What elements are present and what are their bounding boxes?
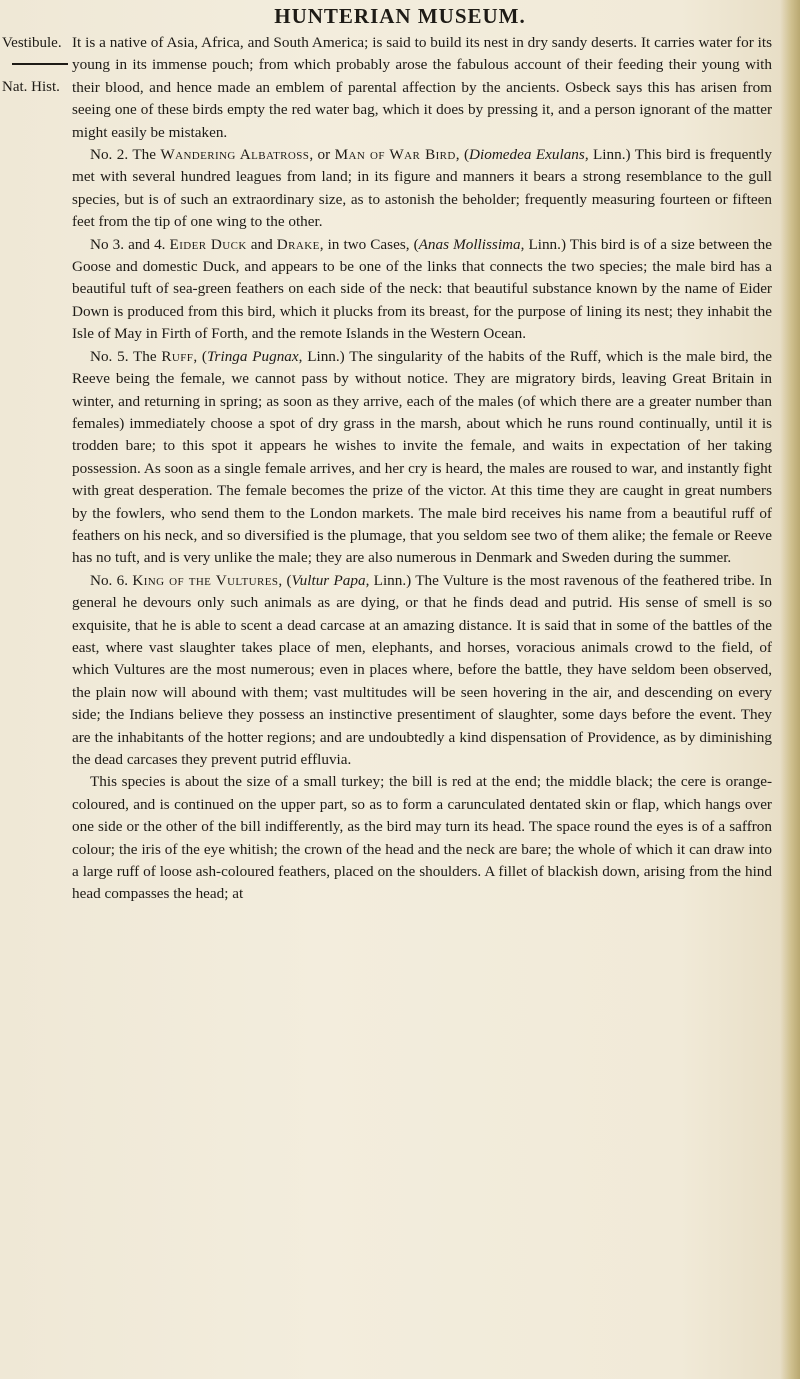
text-run: No. 5. The <box>90 347 162 365</box>
paragraph <box>72 570 772 772</box>
small-caps-text: King of the Vultures <box>132 571 279 589</box>
text-run: , in two Cases, ( <box>319 235 419 253</box>
text-run: and <box>246 235 277 253</box>
small-caps-text: Man of War Bird <box>334 146 456 164</box>
small-caps-text: Wandering Albatross <box>160 146 310 164</box>
text-run: , or <box>309 146 335 164</box>
italic-text: Diomedea Exulans <box>469 146 585 164</box>
small-caps-text: Eider Duck <box>169 235 247 253</box>
margin-note-section: Vestibule. <box>2 35 62 51</box>
italic-text: Anas Mollissima <box>418 235 521 253</box>
text-run: , Linn.) The Vulture is the most ravenous of the feathered tribe. In general he devours only such animals as are dying, or that he finds dead and putrid. His sense of smell is so exquisite, that he is able to scent a dead carcase at an amazing distance. It is said that in some of the battles of the east, where vast slaughter takes place of men, elephants, and horses, voracious animals crowd to the field, of which Vultures are the most numerous; even in places where, before the battle, they have seldom been observed, the plain now will abound with them; vast multitudes will be seen hovering in the air, and descending on every side; the Indians believe they possess an instinctive presentiment of slaughter, some days before the event. They are the inhabitants of the hotter regions; and are undoubtedly a kind dispensation of Providence, as by diminishing the dead carcases they prevent putrid effluvia. <box>72 571 772 768</box>
text-run: It is a native of Asia, Africa, and South America; is said to build its nest in dry sandy deserts. It carries water for its young in its immense pouch; from which probably arose the fabulous account of their feeding their young with their blood, and hence made an emblem of parental affection by the ancients. Osbeck says this has arisen from seeing one of these birds empty the red water bag, which it does by pressing it, and a person ignorant of the matter might easily be mistaken. <box>72 34 772 141</box>
margin-note-division: Nat. Hist. <box>2 79 60 95</box>
text-run: No 3. and 4. <box>90 235 170 253</box>
paragraph <box>72 346 772 570</box>
text-run: , Linn.) This bird is of a size between the Goose and domestic Duck, and appears to be one of the links that connects the two species; the male bird has a beautiful tuft of sea-green feathers on each side of the neck: that beautiful substance known by the name of Eider Down is produced from this bird, which it plucks from its breast, for the purpose of lining its nest; they inhabit the Isle of May in Firth of Forth, and the remote Islands in the Western Ocean. <box>72 235 772 343</box>
page-edge <box>780 0 800 1379</box>
small-caps-text: Drake <box>276 235 320 253</box>
margin-rule <box>12 63 68 65</box>
text-run: No. 2. The <box>90 146 161 164</box>
text-run: , Linn.) This bird is frequently met with several hundred leagues from land; in its figure and manners it bears a strong resemblance to the gull species, but is of such an extraordinary size, as to astonish the beholder; frequently measuring fourteen or fifteen feet from the tip of one wing to the other. <box>72 146 772 231</box>
paragraph <box>72 144 772 234</box>
text-run: , ( <box>278 571 292 589</box>
body-text <box>72 32 772 906</box>
italic-text: Vultur Papa <box>291 571 366 589</box>
small-caps-text: Ruff <box>161 347 194 365</box>
text-run: This species is about the size of a small turkey; the bill is red at the end; the middle black; the cere is orange-coloured, and is continued on the upper part, so as to form a carunculated dentated skin or flap, which hangs over one side or the other of the bill indifferently, as the bird may turn its head. The space round the eyes is of a saffron colour; the iris of the eye whitish; the crown of the head and the neck are bare; the whole of which it can draw into a large ruff of loose ash-coloured feathers, placed on the shoulders. A fillet of blackish down, arising from the hind head compasses the head; at <box>72 773 772 903</box>
text-run: , ( <box>193 347 207 365</box>
text-run: , ( <box>455 146 470 164</box>
italic-text: Tringa Pugnax <box>206 347 299 365</box>
running-head: HUNTERIAN MUSEUM. <box>274 4 526 28</box>
margin-notes <box>2 32 66 98</box>
text-run: , Linn.) The singularity of the habits of the Ruff, which is the male bird, the Reeve being the female, we cannot pass by without notice. They are migratory birds, leaving Great Britain in winter, and returning in spring; as soon as they arrive, each of the males (of which there are a greater number than females) immediately choose a spot of dry grass in the marsh, about which he runs round continually, until it is trodden bare; to this spot it appears he wishes to invite the female, and waits in expectation of her taking possession. As soon as a single female arrives, and her cry is heard, the males are roused to war, and instantly fight with great desperation. The female becomes the prize of the victor. At this time they are caught in great numbers by the fowlers, who send them to the London markets. The male bird receives his name from a beautiful ruff of feathers on his neck, and so diversified is the plumage, that you seldom see two of them alike; the female or Reeve has no tuft, and is very unlike the male; they are also numerous in Denmark and Sweden during the summer. <box>72 347 772 567</box>
text-run: No. 6. <box>90 571 133 589</box>
paragraph <box>72 771 772 905</box>
paragraph <box>72 32 772 144</box>
paragraph <box>72 234 772 346</box>
